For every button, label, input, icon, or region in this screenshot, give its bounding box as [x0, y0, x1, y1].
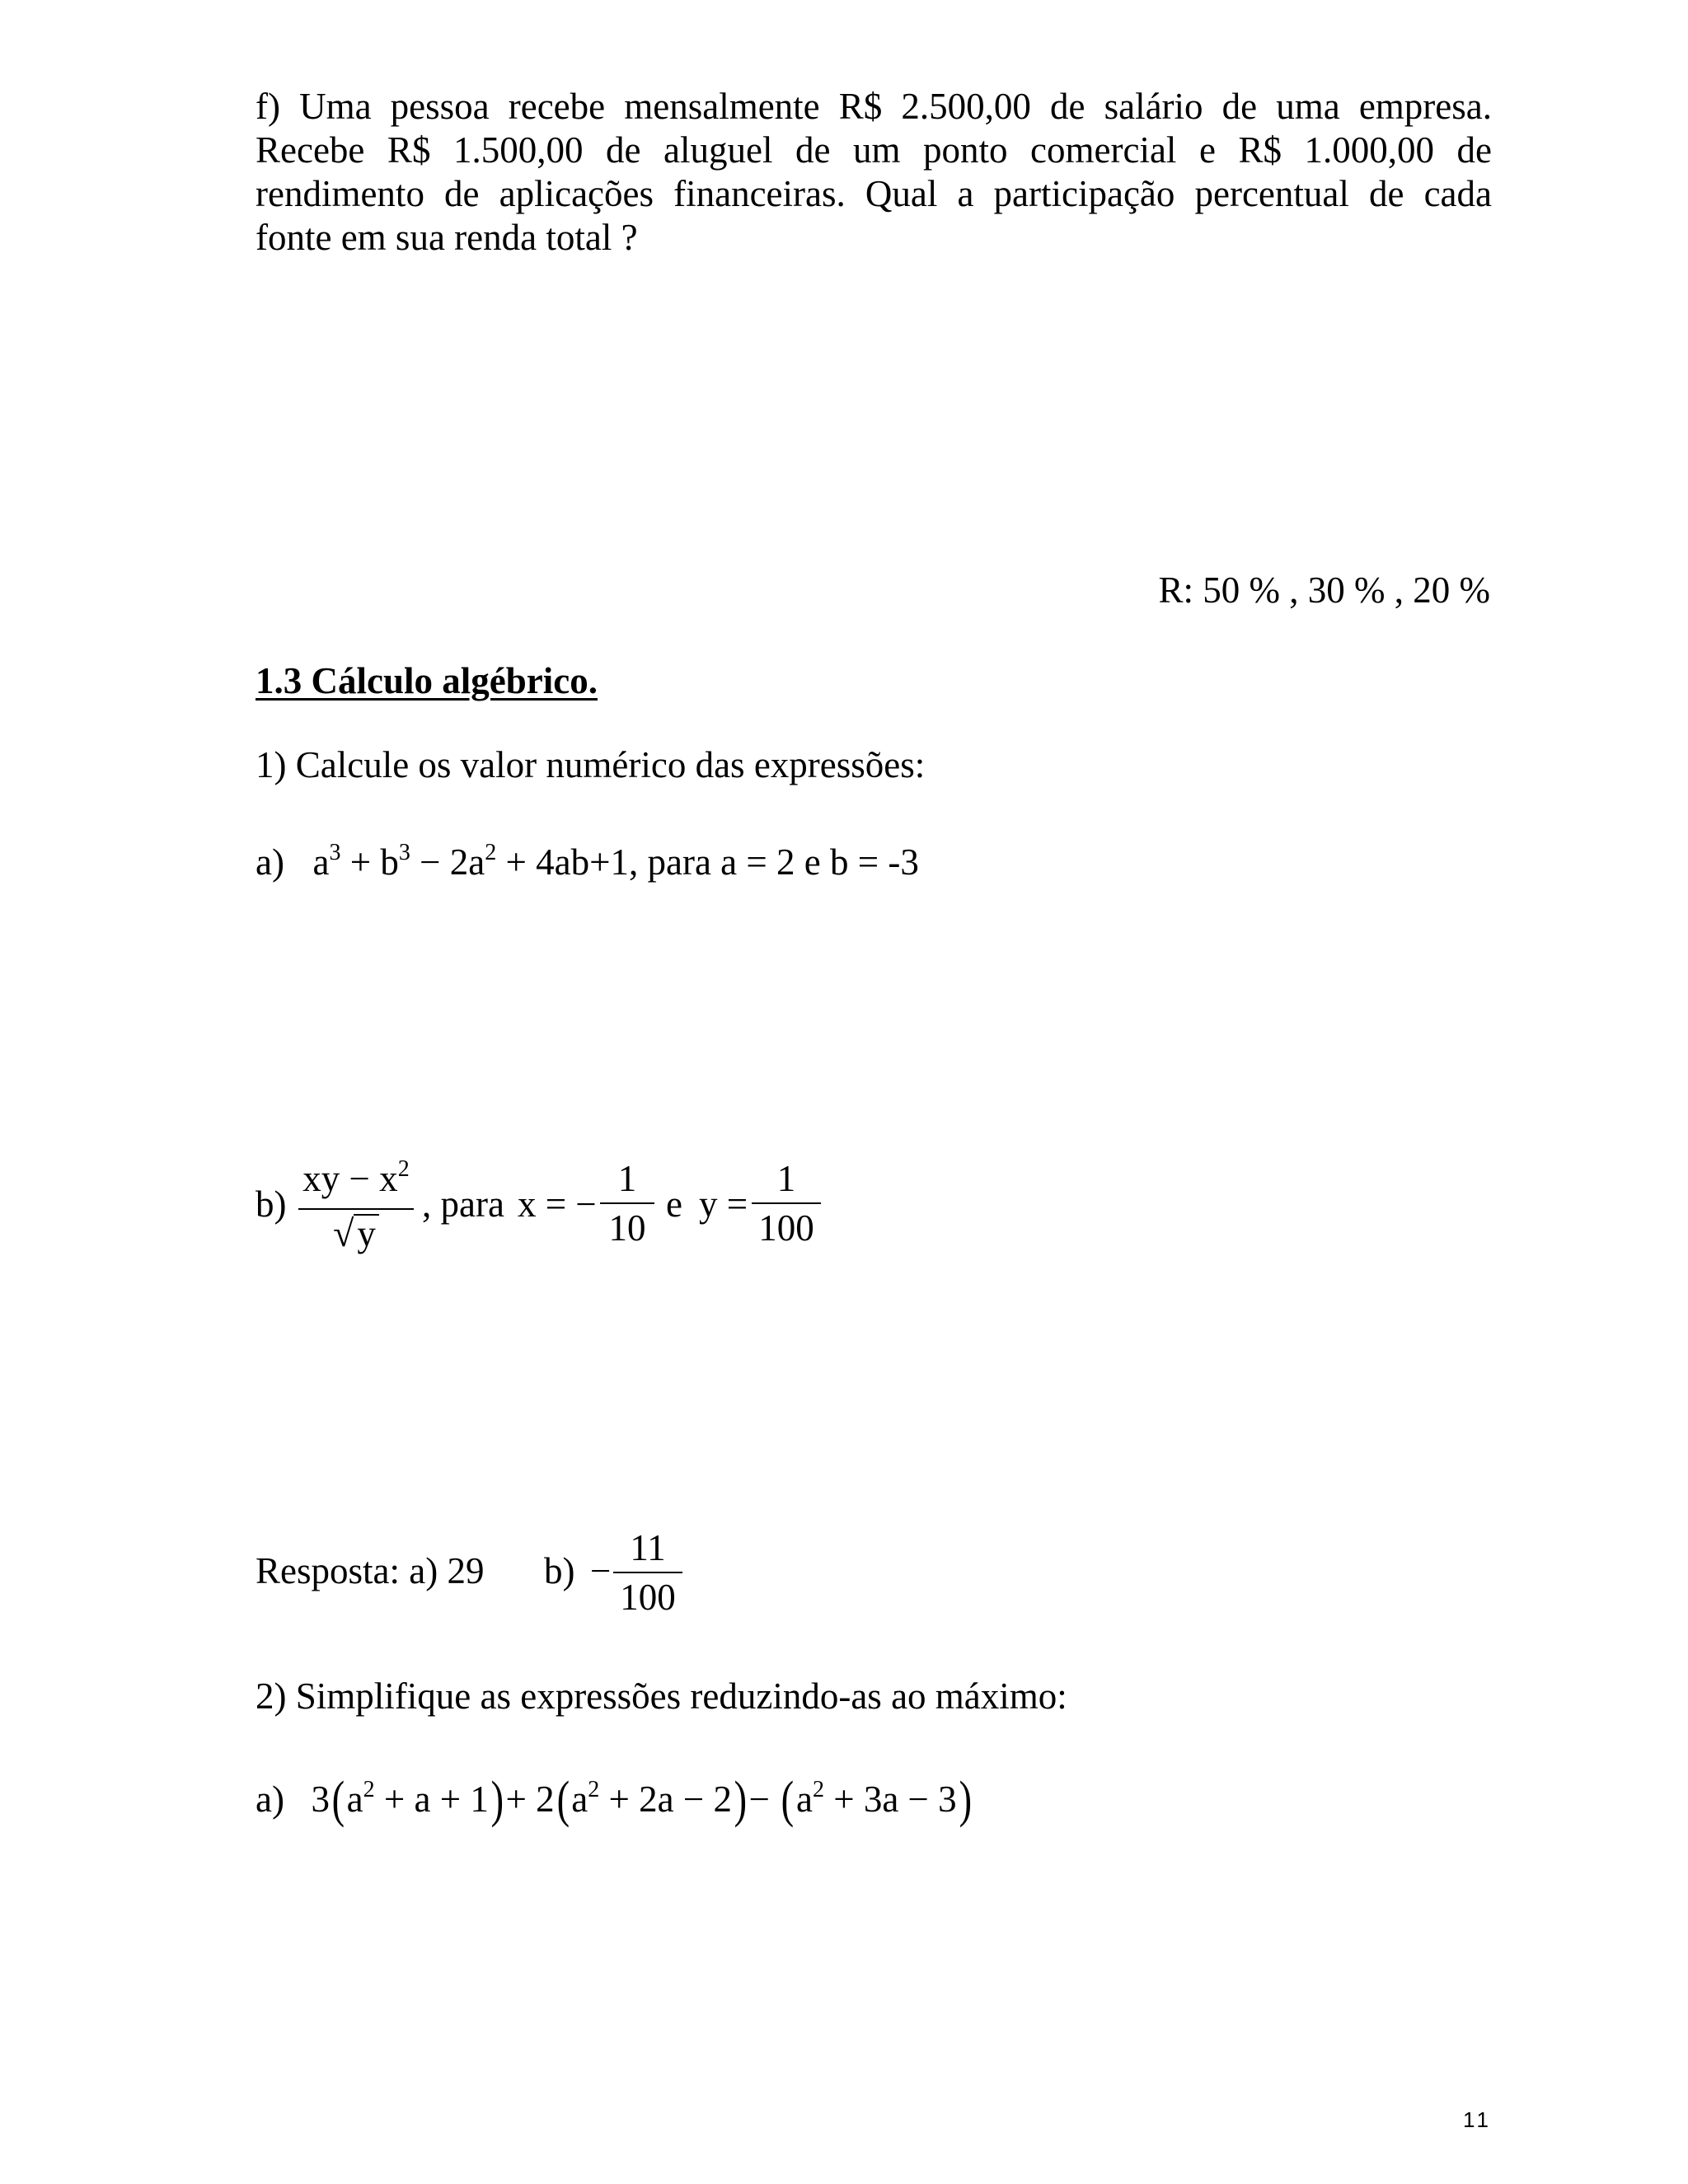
- operator: + 2: [505, 1779, 555, 1820]
- fraction-denominator: 100: [620, 1577, 676, 1618]
- problem-f-line-4: fonte em sua renda total ?: [256, 217, 638, 258]
- open-paren: (: [556, 1772, 570, 1828]
- fraction-bar: [298, 1208, 414, 1210]
- problem-f-paragraph: [256, 85, 1492, 260]
- fraction-numerator: 1: [617, 1158, 637, 1199]
- fraction-numerator: [298, 1158, 414, 1205]
- page-number: 11: [1463, 2107, 1492, 2132]
- term-1: 1: [610, 841, 629, 883]
- problem-f-answer: R: 50 % , 30 % , 20 %: [1158, 569, 1490, 611]
- exponent: 2: [485, 840, 497, 865]
- operator: +: [505, 841, 527, 883]
- terms: + 3a − 3: [833, 1779, 957, 1820]
- section-title: 1.3 Cálculo algébrico.: [256, 660, 598, 701]
- question-1-answer-b-fraction: [613, 1527, 682, 1618]
- question-2a-expression: [256, 1774, 973, 1826]
- fraction-numerator: 11: [630, 1527, 666, 1568]
- term: a: [571, 1779, 588, 1820]
- question-1-answer-label: Resposta: a) 29: [256, 1550, 485, 1591]
- fraction-bar: [600, 1202, 654, 1204]
- exponent: 2: [588, 1777, 600, 1802]
- fraction-denominator: 100: [758, 1207, 814, 1249]
- term-a: a: [312, 841, 330, 883]
- condition: , para a = 2 e b = -3: [628, 841, 919, 883]
- operator: +: [589, 841, 611, 883]
- fraction-bar: [613, 1572, 682, 1573]
- question-1b-e: e: [666, 1183, 682, 1225]
- question-1b-label: b): [256, 1183, 287, 1225]
- problem-f-line-2: Recebe R$ 1.500,00 de aluguel de um ponto comercial e R$ 1.000,00 de: [256, 129, 1492, 171]
- term: a: [795, 1779, 813, 1820]
- question-1-prompt: 1) Calcule os valor numérico das expressões:: [256, 744, 926, 785]
- exponent: 2: [363, 1777, 375, 1802]
- question-1b-x-lhs: x = −: [518, 1183, 597, 1225]
- close-paren: ): [734, 1772, 748, 1828]
- open-paren: (: [331, 1772, 345, 1828]
- close-paren: ): [959, 1772, 972, 1828]
- terms: + 2a − 2: [608, 1779, 733, 1820]
- question-1b-x-fraction: [600, 1158, 654, 1249]
- fraction-bar: [752, 1202, 821, 1204]
- term: a: [346, 1779, 363, 1820]
- operator: −: [420, 841, 441, 883]
- fraction-denominator: [298, 1213, 414, 1254]
- question-1-answer-b-label: b): [544, 1550, 575, 1591]
- coefficient: 3: [311, 1779, 330, 1820]
- operator: +: [349, 841, 372, 883]
- operator: −: [748, 1779, 771, 1820]
- term-2a: 2a: [449, 841, 485, 883]
- question-1-answer-b-sign: −: [590, 1550, 612, 1591]
- exponent: 2: [812, 1777, 824, 1802]
- question-1b-fraction: [298, 1158, 414, 1254]
- fraction-numerator: 1: [776, 1158, 796, 1199]
- question-1a-expression: [256, 841, 919, 889]
- exponent: 2: [397, 1156, 410, 1182]
- question-2-prompt: 2) Simplifique as expressões reduzindo-as ao máximo:: [256, 1675, 1067, 1717]
- exponent: 3: [329, 840, 341, 865]
- question-1b-para: , para: [422, 1183, 504, 1225]
- question-2a-label: a): [256, 1779, 284, 1820]
- term-b: b: [380, 841, 399, 883]
- problem-f-line-1: f) Uma pessoa recebe mensalmente R$ 2.500,00 de salário de uma empresa.: [256, 86, 1492, 127]
- term-4ab: 4ab: [536, 841, 590, 883]
- radicand: y: [354, 1214, 379, 1252]
- exponent: 3: [398, 840, 410, 865]
- fraction-denominator: 10: [608, 1207, 646, 1249]
- terms: + a + 1: [383, 1779, 489, 1820]
- problem-f-line-3: rendimento de aplicações financeiras. Qual a participação percentual de cada: [256, 173, 1492, 214]
- question-1b-y-lhs: y =: [699, 1183, 748, 1225]
- question-1b-y-fraction: [752, 1158, 821, 1249]
- radical-sign: √: [333, 1212, 354, 1254]
- close-paren: ): [490, 1772, 504, 1828]
- numerator-text: xy − x: [302, 1158, 398, 1199]
- question-1a-label: a): [256, 841, 284, 883]
- open-paren: (: [781, 1772, 795, 1828]
